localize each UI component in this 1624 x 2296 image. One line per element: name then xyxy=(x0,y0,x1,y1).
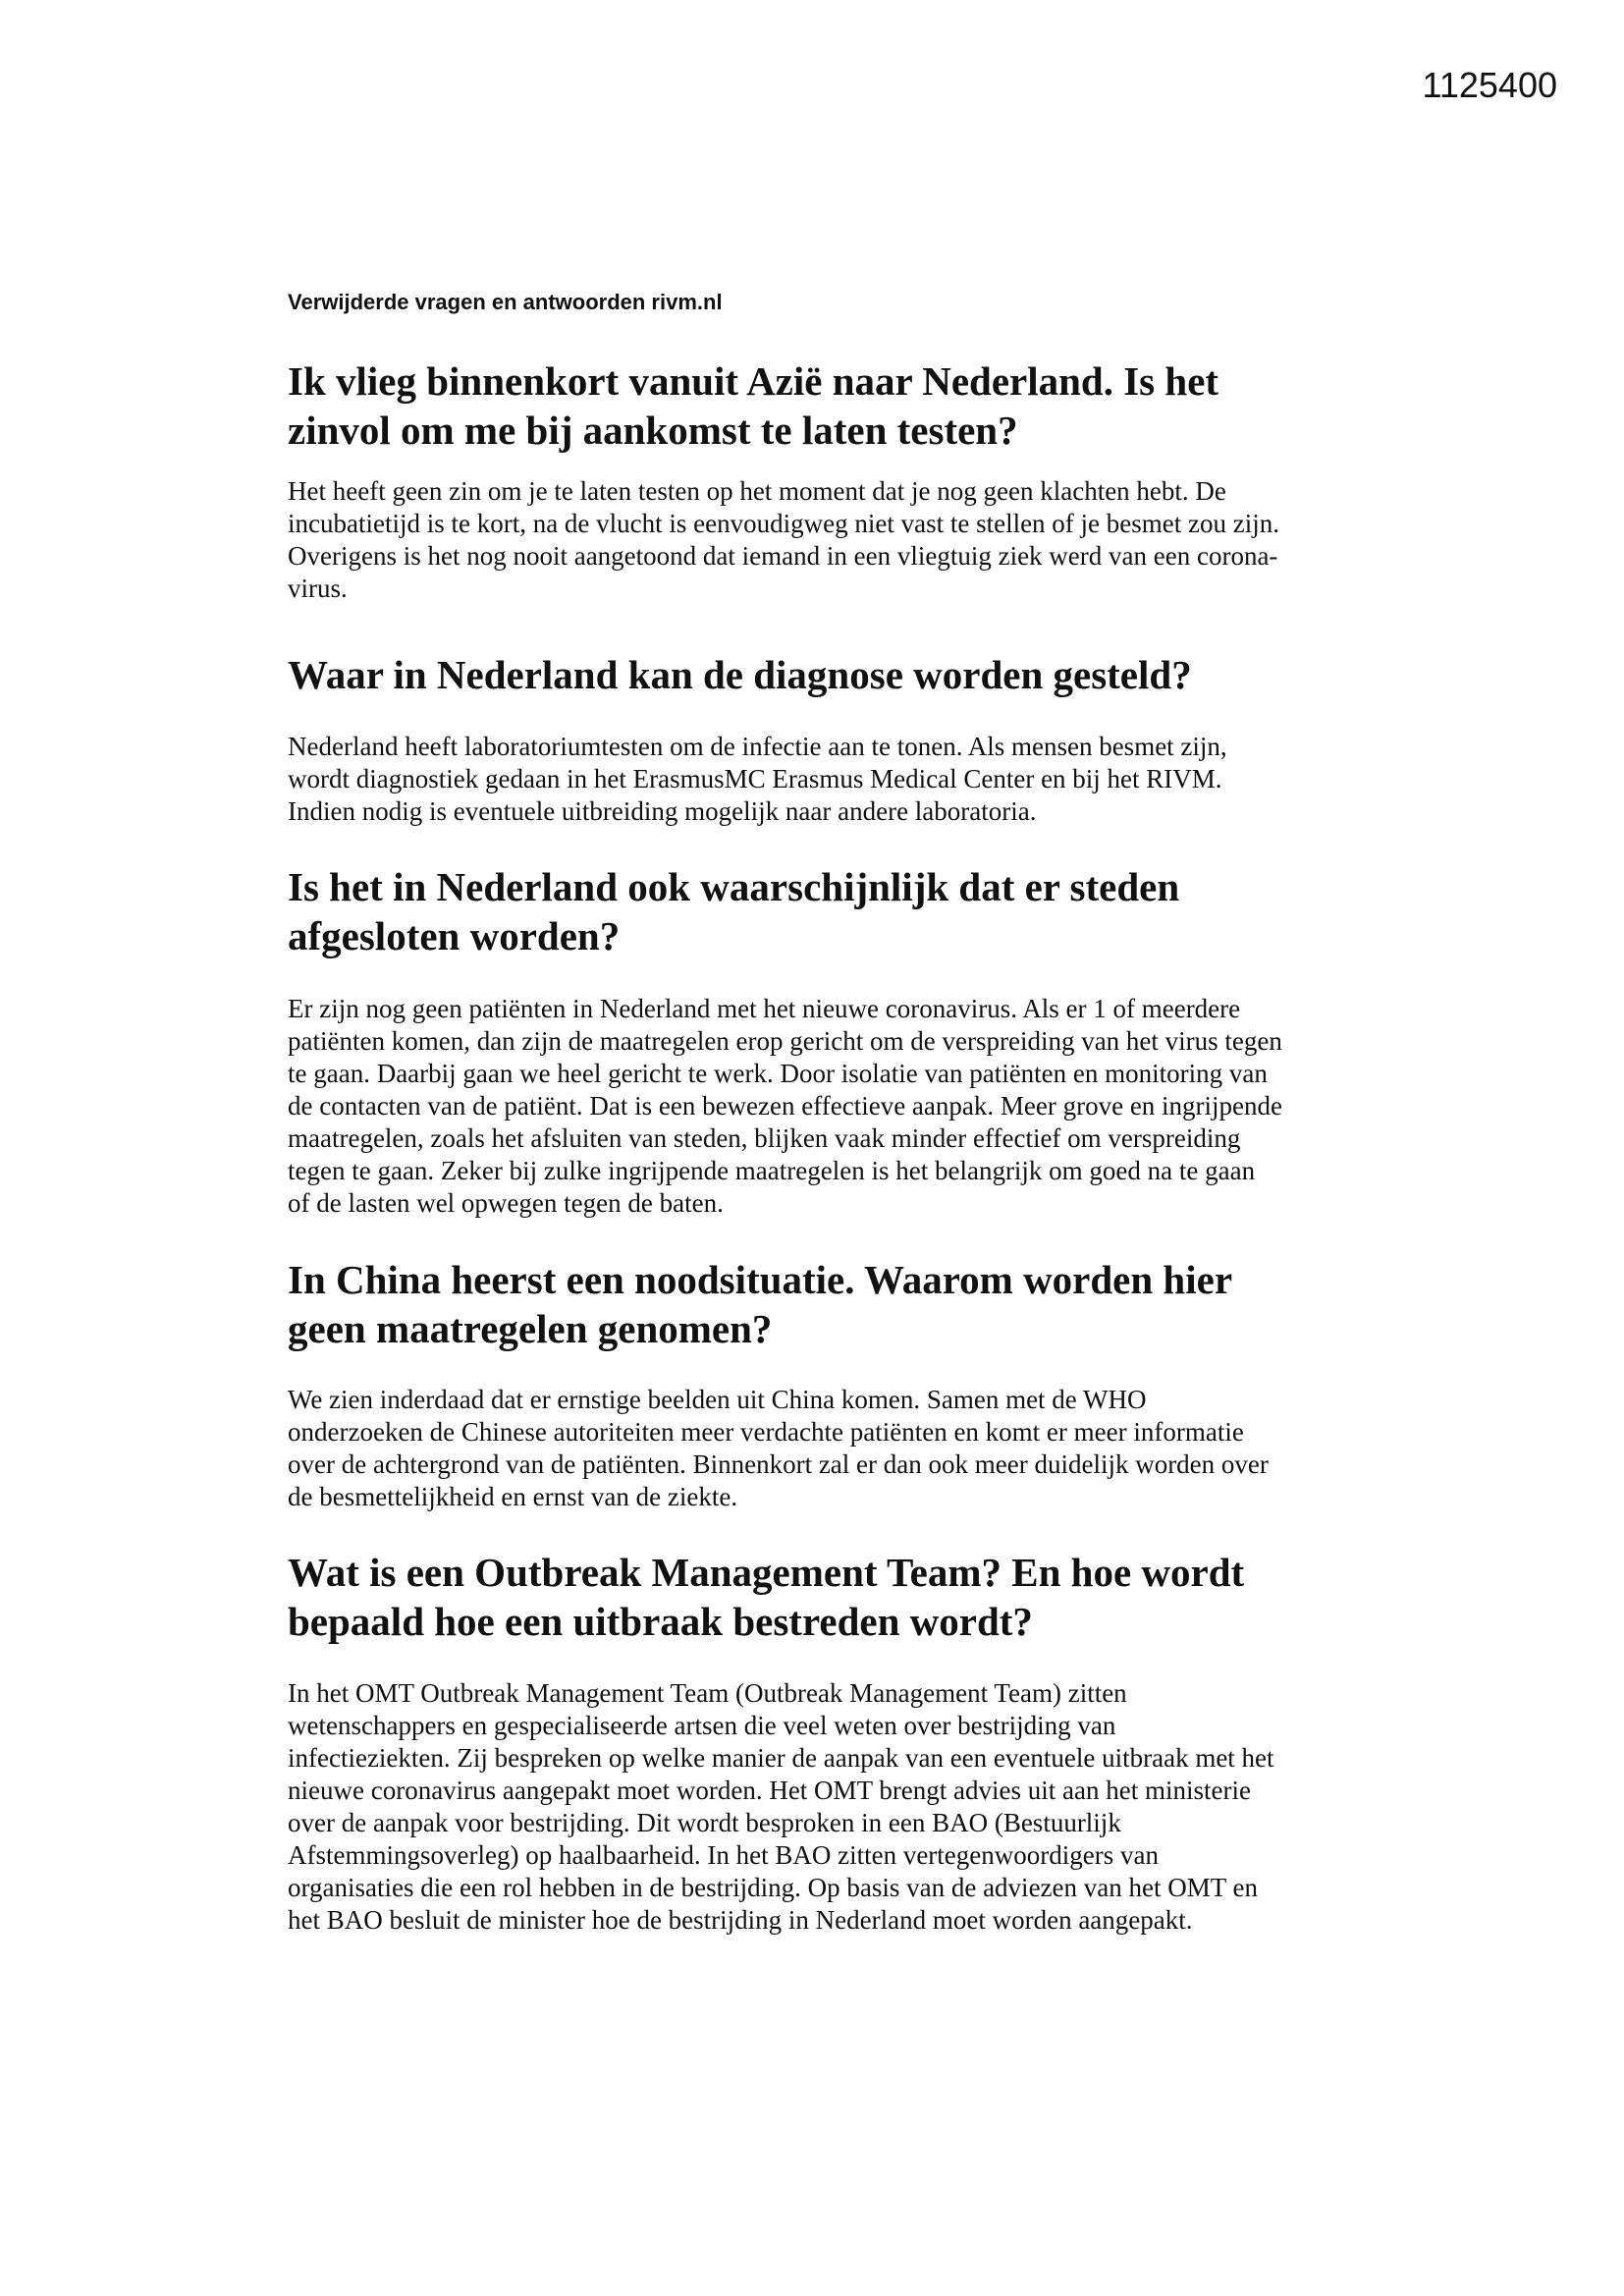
body-line: patiënten komen, dan zijn de maatregelen erop gericht om de verspreiding van het virus tegen xyxy=(288,1026,1282,1056)
body-line: onderzoeken de Chinese autoriteiten meer verdachte patiënten en komt er meer informatie xyxy=(288,1417,1244,1447)
body-line: incubatietijd is te kort, na de vlucht is eenvoudigweg niet vast te stellen of je besmet zou zijn. xyxy=(288,509,1279,538)
heading-line: Wat is een Outbreak Management Team? En hoe wordt xyxy=(288,1550,1245,1595)
qa-section xyxy=(288,862,1368,1220)
body-line: We zien inderdaad dat er ernstige beelden uit China komen. Samen met de WHO xyxy=(288,1385,1147,1414)
heading-line: Is het in Nederland ook waarschijnlijk dat er steden xyxy=(288,864,1180,909)
answer-text xyxy=(288,475,1368,605)
body-line: te gaan. Daarbij gaan we heel gericht te werk. Door isolatie van patiënten en monitoring van xyxy=(288,1059,1268,1088)
qa-section xyxy=(288,356,1368,605)
body-line: over de achtergrond van de patiënten. Binnenkort zal er dan ook meer duidelijk worden over xyxy=(288,1449,1269,1479)
question-heading xyxy=(288,1548,1368,1646)
body-line: nieuwe coronavirus aangepakt moet worden. Het OMT brengt advies uit aan het ministerie xyxy=(288,1776,1251,1805)
qa-section xyxy=(288,650,1368,828)
body-line: wordt diagnostiek gedaan in het ErasmusMC Erasmus Medical Center en bij het RIVM. xyxy=(288,764,1222,793)
answer-text xyxy=(288,731,1368,828)
question-heading xyxy=(288,650,1368,699)
heading-line: Ik vlieg binnenkort vanuit Azië naar Nederland. Is het xyxy=(288,358,1219,404)
answer-text xyxy=(288,1677,1368,1937)
heading-line: In China heerst een noodsituatie. Waarom worden hier xyxy=(288,1257,1233,1302)
body-line: Afstemmingsoverleg) op haalbaarheid. In het BAO zitten vertegenwoordigers van xyxy=(288,1840,1159,1870)
answer-text xyxy=(288,1384,1368,1513)
qa-section xyxy=(288,1255,1368,1513)
answer-text xyxy=(288,993,1368,1220)
qa-section xyxy=(288,1548,1368,1937)
body-line: Overigens is het nog nooit aangetoond dat iemand in een vliegtuig ziek werd van een corona- xyxy=(288,541,1278,571)
body-line: In het OMT Outbreak Management Team (Outbreak Management Team) zitten xyxy=(288,1678,1127,1708)
body-line: de contacten van de patiënt. Dat is een bewezen effectieve aanpak. Meer grove en ingrijpende xyxy=(288,1091,1283,1121)
body-line: Er zijn nog geen patiënten in Nederland met het nieuwe coronavirus. Als er 1 of meerdere xyxy=(288,994,1241,1023)
document-subtitle: Verwijderde vragen en antwoorden rivm.nl xyxy=(288,290,723,314)
question-heading xyxy=(288,862,1368,960)
body-line: het BAO besluit de minister hoe de bestrijding in Nederland moet worden aangepakt. xyxy=(288,1905,1193,1935)
body-line: maatregelen, zoals het afsluiten van steden, blijken vaak minder effectief om verspreiding xyxy=(288,1123,1241,1153)
body-line: tegen te gaan. Zeker bij zulke ingrijpende maatregelen is het belangrijk om goed na te gaan xyxy=(288,1156,1256,1185)
question-heading xyxy=(288,356,1368,455)
heading-line: Waar in Nederland kan de diagnose worden gesteld? xyxy=(288,652,1192,697)
heading-line: geen maatregelen genomen? xyxy=(288,1306,773,1351)
body-line: over de aanpak voor bestrijding. Dit wordt besproken in een BAO (Bestuurlijk xyxy=(288,1808,1121,1837)
body-line: of de lasten wel opwegen tegen de baten. xyxy=(288,1188,724,1218)
body-line: Indien nodig is eventuele uitbreiding mogelijk naar andere laboratoria. xyxy=(288,796,1037,826)
heading-line: zinvol om me bij aankomst te laten testen? xyxy=(288,408,1018,453)
body-line: virus. xyxy=(288,574,348,603)
document-id: 1125400 xyxy=(1422,65,1557,105)
body-line: de besmettelijkheid en ernst van de ziekte. xyxy=(288,1482,738,1511)
body-line: organisaties die een rol hebben in de bestrijding. Op basis van de adviezen van het OMT en xyxy=(288,1873,1258,1902)
body-line: Het heeft geen zin om je te laten testen op het moment dat je nog geen klachten hebt. De xyxy=(288,476,1226,506)
heading-line: bepaald hoe een uitbraak bestreden wordt? xyxy=(288,1599,1033,1644)
body-line: wetenschappers en gespecialiseerde artsen die veel weten over bestrijding van xyxy=(288,1711,1116,1740)
body-line: Nederland heeft laboratoriumtesten om de infectie aan te tonen. Als mensen besmet zijn, xyxy=(288,732,1227,761)
heading-line: afgesloten worden? xyxy=(288,913,621,958)
body-line: infectieziekten. Zij bespreken op welke manier de aanpak van een eventuele uitbraak met het xyxy=(288,1743,1274,1773)
question-heading xyxy=(288,1255,1368,1353)
